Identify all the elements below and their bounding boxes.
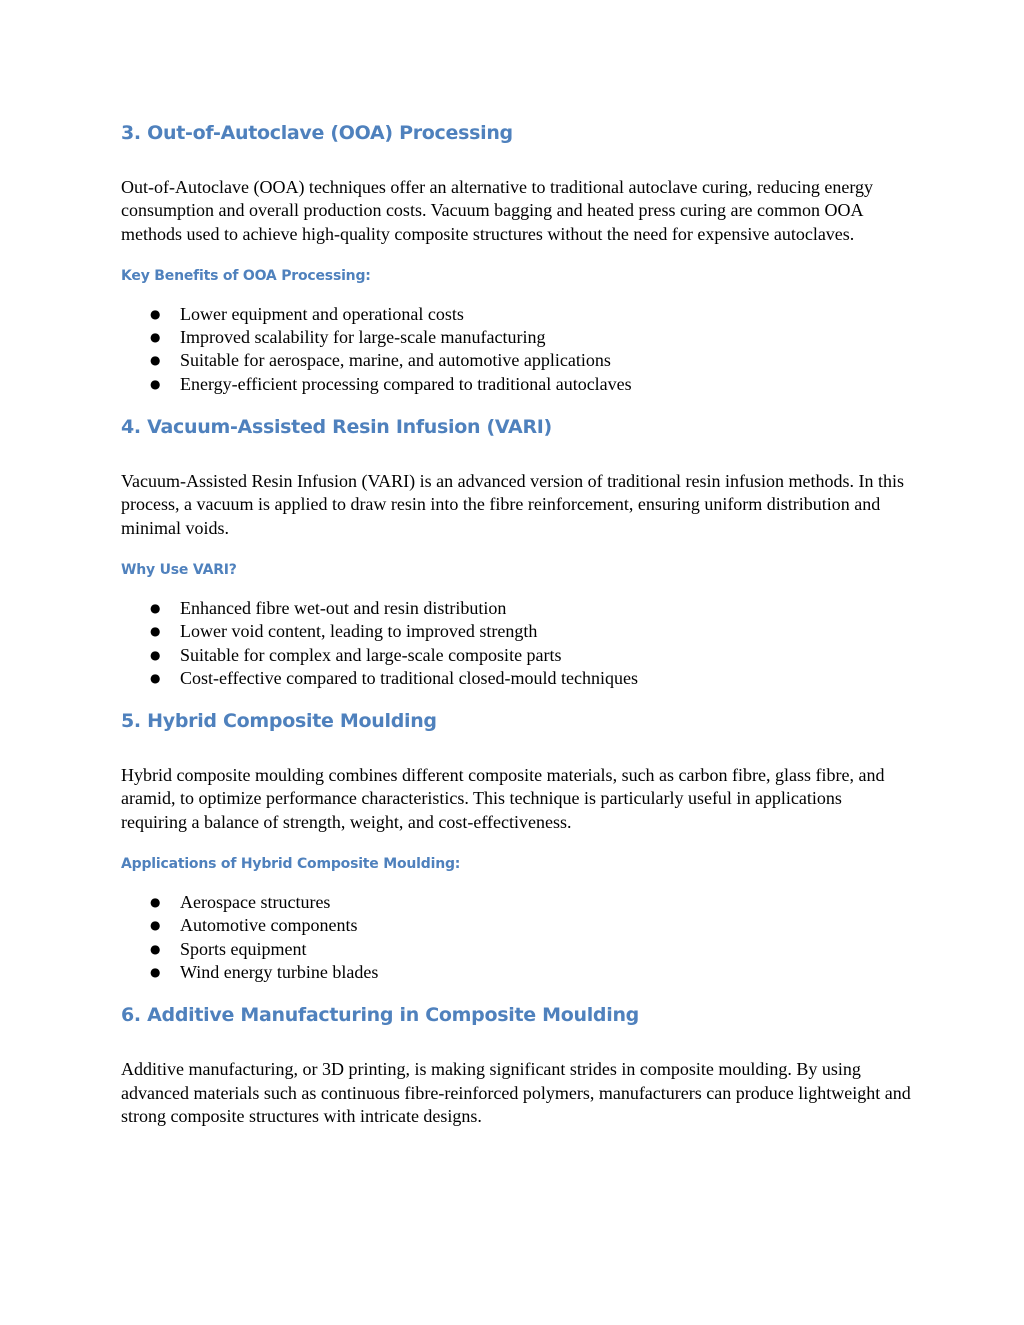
section-heading-hybrid: 5. Hybrid Composite Moulding [121,710,437,733]
bullet-list-vari [121,597,911,690]
list-item: ● Cost-effective compared to traditional closed-mould techniques [121,667,911,690]
subheading-ooa-benefits: Key Benefits of OOA Processing: [121,267,371,284]
bullet-list-hybrid [121,891,911,984]
list-item: ● Energy-efficient processing compared to traditional autoclaves [121,373,911,396]
subheading-why-vari: Why Use VARI? [121,561,237,578]
bullet-icon: ● [150,330,161,345]
paragraph-hybrid: Hybrid composite moulding combines different composite materials, such as carbon fibre, glass fibre, and aramid, to optimize performance characteristics. This technique is particularly useful in applications requiring a balance of strength, weight, and cost-effectiveness. [121,765,885,832]
list-item: ● Lower void content, leading to improved strength [121,620,911,643]
list-item: ● Suitable for complex and large-scale composite parts [121,644,911,667]
bullet-icon: ● [150,624,161,639]
bullet-icon: ● [150,647,161,662]
list-item: ● Lower equipment and operational costs [121,303,911,326]
list-item: ● Enhanced fibre wet-out and resin distribution [121,597,911,620]
list-item: ● Aerospace structures [121,891,911,914]
section-heading-vari: 4. Vacuum-Assisted Resin Infusion (VARI) [121,416,552,439]
list-item: ● Sports equipment [121,938,911,961]
document-content [121,118,911,1128]
bullet-list-ooa [121,303,911,396]
paragraph-additive: Additive manufacturing, or 3D printing, is making significant strides in composite moulding. By using advanced materials such as continuous fibre-reinforced polymers, manufacturers can produce lightweight and strong composite structures with intricate designs. [121,1059,911,1126]
bullet-icon: ● [150,964,161,979]
section-heading-ooa: 3. Out-of-Autoclave (OOA) Processing [121,122,513,144]
bullet-icon: ● [150,895,161,910]
list-item: ● Suitable for aerospace, marine, and automotive applications [121,349,911,372]
subheading-hybrid-applications: Applications of Hybrid Composite Moulding: [121,856,461,873]
paragraph-vari: Vacuum-Assisted Resin Infusion (VARI) is an advanced version of traditional resin infusion methods. In this process, a vacuum is applied to draw resin into the fibre reinforcement, ensuring uniform distribution and minimal voids. [121,471,905,538]
paragraph-ooa: Out-of-Autoclave (OOA) techniques offer an alternative to traditional autoclave curing, reducing energy consumption and overall production costs. Vacuum bagging and heated press curing are common OOA methods used to achieve high-quality composite structures without the need for expensive autoclaves. [121,177,874,244]
bullet-icon: ● [150,376,161,391]
bullet-icon: ● [150,670,161,685]
section-heading-additive: 6. Additive Manufacturing in Composite Moulding [121,1004,639,1027]
list-item: ● Improved scalability for large-scale manufacturing [121,326,911,349]
bullet-icon: ● [150,306,161,321]
bullet-icon: ● [150,600,161,615]
list-item: ● Wind energy turbine blades [121,961,911,984]
bullet-icon: ● [150,941,161,956]
bullet-icon: ● [150,918,161,933]
bullet-icon: ● [150,353,161,368]
list-item: ● Automotive components [121,914,911,937]
